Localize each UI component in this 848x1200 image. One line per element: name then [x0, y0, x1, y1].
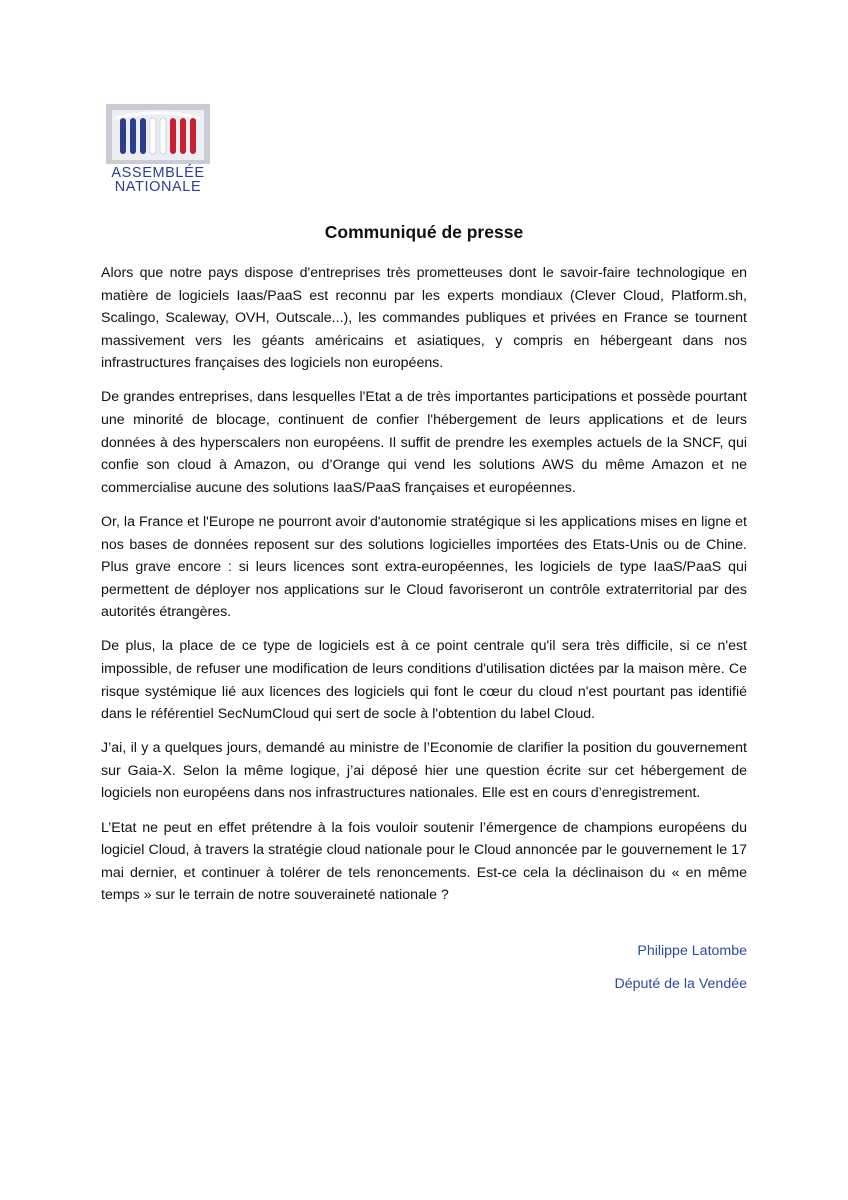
- hemicycle-emblem-icon: [106, 104, 210, 164]
- body-paragraph: Alors que notre pays dispose d'entreprises très prometteuses dont le savoir-faire technologique en matière de logiciels Iaas/PaaS est reconnu par les experts mondiaux (Clever Cloud, Platform.sh, Scalingo, Scaleway, OVH, Outscale...), les commandes publiques et privées en France se tournent massivement vers les géants américains et asiatiques, y compris en hébergeant dans nos infrastructures françaises des logiciels non européens.: [101, 265, 747, 372]
- document-body: [101, 262, 747, 918]
- document-title: Communiqué de presse: [324, 222, 524, 242]
- logo-text-line1: ASSEMBLÉE: [111, 165, 205, 181]
- signature-role: Député de la Vendée: [614, 976, 747, 992]
- body-paragraph: Or, la France et l'Europe ne pourront avoir d'autonomie stratégique si les applications mises en ligne et nos bases de données reposent sur des solutions logicielles importées des Etats-Unis ou de Chine. Plus grave encore : si leurs licences sont extra-européennes, les logiciels de type IaaS/PaaS qui permettent de déployer nos applications sur le Cloud favoriseront un contrôle extraterritorial par des autorités étrangères.: [101, 513, 747, 621]
- assemblee-nationale-logo: [106, 104, 210, 194]
- body-paragraph: J’ai, il y a quelques jours, demandé au ministre de l’Economie de clarifier la position du gouvernement sur Gaia-X. Selon la même logique, j’ai déposé hier une question écrite sur cet hébergement de logiciels non européens dans nos infrastructures nationales. Elle est en cours d’enregistrement.: [101, 740, 747, 802]
- body-paragraph: L’Etat ne peut en effet prétendre à la fois vouloir soutenir l’émergence de champions européens du logiciel Cloud, à travers la stratégie cloud nationale pour le Cloud annoncée par le gouvernement le 17 mai dernier, et continuer à tolérer de tels renoncements. Est-ce cela la déclinaison du « en même temps » sur le terrain de notre souveraineté nationale ?: [101, 819, 747, 904]
- body-paragraph: De plus, la place de ce type de logiciels est à ce point centrale qu'il sera très difficile, si ce n'est impossible, de refuser une modification de leurs conditions d'utilisation dictées par la maison mère. Ce risque systémique lié aux licences des logiciels qui font le cœur du cloud n'est pourtant pas identifié dans le référentiel SecNumCloud qui sert de socle à l'obtention du label Cloud.: [101, 638, 747, 723]
- body-paragraph: De grandes entreprises, dans lesquelles l'Etat a de très importantes participations et possède pourtant une minorité de blocage, continuent de confier l'hébergement de leurs applications et de leurs données à des hyperscalers non européens. Il suffit de prendre les exemples actuels de la SNCF, qui confie son cloud à Amazon, ou d’Orange qui vend les solutions AWS du même Amazon et ne commercialise aucune des solutions IaaS/PaaS françaises et européennes.: [101, 389, 747, 496]
- logo-text-line2: NATIONALE: [114, 179, 202, 195]
- signature-name: Philippe Latombe: [637, 943, 747, 959]
